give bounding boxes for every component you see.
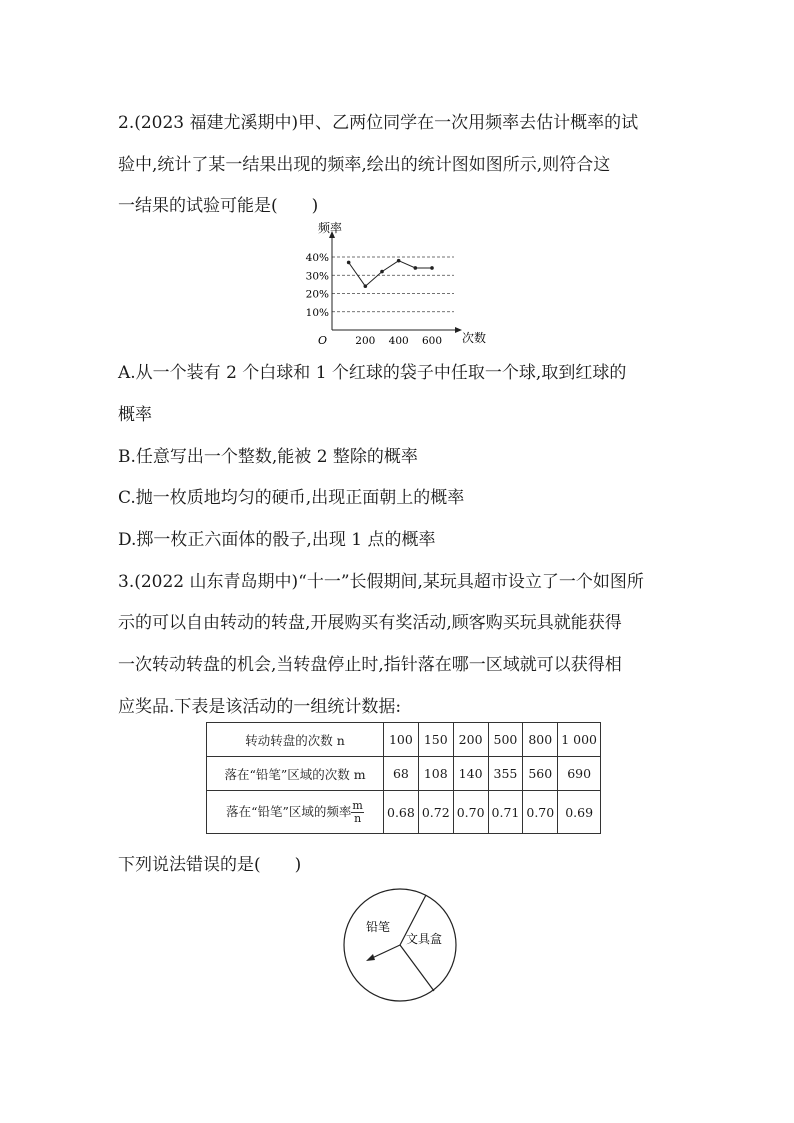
data-point: [364, 284, 368, 288]
y-tick-label: 30%: [305, 270, 329, 283]
spinner-pointer: [370, 945, 400, 959]
q2-line-2: 验中,统计了某一结果出现的频率,绘出的统计图如图所示,则符合这: [118, 155, 611, 175]
table-cell: 108: [418, 757, 453, 791]
option-a-line-2: 概率: [118, 405, 152, 425]
table-cell: 150: [418, 723, 453, 757]
sector-divider-bottom: [400, 945, 434, 991]
y-tick-label: 40%: [305, 252, 329, 264]
table-cell: 0.68: [384, 791, 419, 834]
row-header-n: 转动转盘的次数 n: [207, 723, 384, 757]
option-d: D.掷一枚正六面体的骰子,出现 1 点的概率: [118, 530, 436, 550]
table-cell: 0.71: [488, 791, 523, 834]
row-header-m: 落在“铅笔”区域的次数 m: [207, 757, 384, 791]
q3-question: 下列说法错误的是( ): [118, 855, 302, 875]
q3-line-3: 一次转动转盘的机会,当转盘停止时,指针落在哪一区域就可以获得相: [118, 655, 622, 675]
sector-label-pencil: 铅笔: [366, 920, 391, 934]
table-cell: 355: [488, 757, 523, 791]
table-cell: 500: [488, 723, 523, 757]
q3-line-4: 应奖品.下表是该活动的一组统计数据:: [118, 697, 402, 717]
table-cell: 0.72: [418, 791, 453, 834]
table-cell: 68: [384, 757, 419, 791]
data-point: [380, 270, 384, 274]
y-axis-label: 频率: [318, 221, 343, 235]
q3-line-1: 3.(2022 山东青岛期中)“十一”长假期间,某玩具超市设立了一个如图所: [118, 572, 644, 592]
table-cell: 200: [453, 723, 488, 757]
table-cell: 0.70: [523, 791, 558, 834]
y-tick-label: 10%: [305, 306, 329, 319]
table-cell: 560: [523, 757, 558, 791]
table-cell: 100: [384, 723, 419, 757]
pointer-arrowhead: [366, 954, 375, 961]
sector-label-stationery-box: 文具盒: [406, 932, 443, 946]
frequency-line-chart: [290, 218, 500, 348]
option-a-line-1: A.从一个装有 2 个白球和 1 个红球的袋子中任取一个球,取到红球的: [118, 363, 627, 383]
fraction-m-over-n: [351, 800, 363, 825]
table-row: [207, 791, 601, 834]
data-point: [414, 266, 418, 270]
table-cell: 690: [558, 757, 601, 791]
data-point: [397, 259, 401, 263]
origin-label: O: [318, 334, 328, 347]
row-header-frequency-text: 落在“铅笔”区域的频率: [226, 803, 352, 819]
table-cell: 0.70: [453, 791, 488, 834]
q2-line-3: 一结果的试验可能是( ): [118, 196, 319, 216]
x-tick-label: 200: [355, 335, 376, 347]
row-header-frequency: [207, 791, 384, 834]
q2-line-1: 2.(2023 福建尤溪期中)甲、乙两位同学在一次用频率去估计概率的试: [118, 113, 639, 133]
x-axis-arrow: [455, 327, 462, 333]
q3-line-2: 示的可以自由转动的转盘,开展购买有奖活动,顾客购买玩具就能获得: [118, 613, 622, 633]
table-row: [207, 723, 601, 757]
fraction-numerator: m: [352, 798, 363, 812]
data-point: [347, 261, 351, 265]
table-cell: 0.69: [558, 791, 601, 834]
option-b: B.任意写出一个整数,能被 2 整除的概率: [118, 447, 418, 467]
table-cell: 800: [523, 723, 558, 757]
table-cell: 1 000: [558, 723, 601, 757]
x-tick-label: 600: [421, 335, 443, 347]
x-tick-label: 400: [388, 335, 409, 347]
series-line: [349, 261, 432, 287]
y-tick-label: 20%: [305, 288, 329, 301]
spinner-diagram: [340, 887, 460, 1007]
statistics-table: [206, 722, 601, 834]
table-row: [207, 757, 601, 791]
option-c: C.抛一枚质地均匀的硬币,出现正面朝上的概率: [118, 488, 465, 508]
data-point: [430, 266, 434, 270]
table-cell: 140: [453, 757, 488, 791]
x-axis-label: 次数: [462, 331, 487, 345]
fraction-denominator: n: [354, 811, 362, 825]
